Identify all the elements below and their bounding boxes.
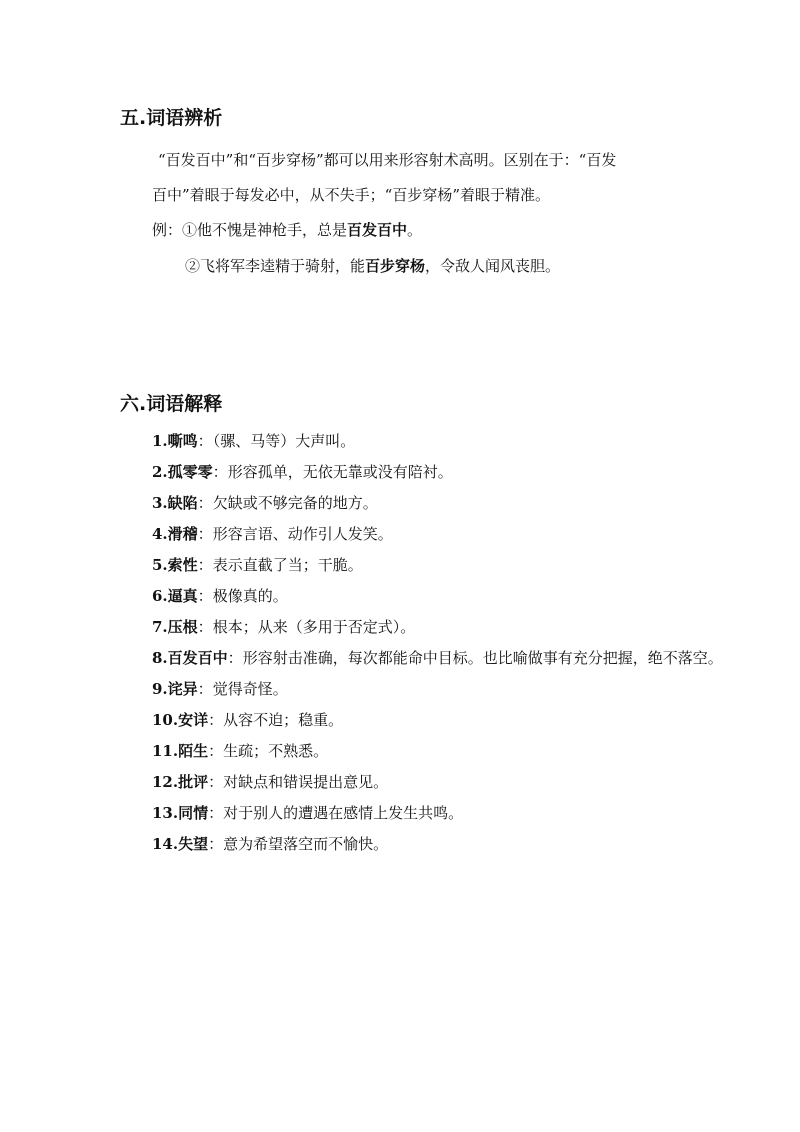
definition-text: 形容孤单，无依无靠或没有陪衬。 — [227, 463, 453, 481]
example-2-suffix: ，令敌人闻风丧胆。 — [425, 257, 561, 275]
definition-item — [152, 431, 723, 462]
definition-text: 根本；从来（多用于否定式）。 — [212, 618, 416, 636]
definition-text: 形容射击准确，每次都能命中目标。也比喻做事有充分把握，绝不落空。 — [242, 649, 723, 667]
definition-term: 12.批评 — [152, 773, 209, 791]
example-1-suffix: 。 — [407, 221, 423, 239]
definition-term: 8.百发百中 — [152, 649, 228, 667]
definition-text: 表示直截了当；干脆。 — [212, 556, 363, 574]
definition-term: 11.陌生 — [152, 742, 209, 760]
definition-item — [152, 710, 723, 741]
definition-item — [152, 493, 723, 524]
definition-separator: ： — [197, 556, 213, 574]
definition-item — [152, 617, 723, 648]
definition-item — [152, 648, 723, 679]
example-1-prefix: 例：①他不愧是神枪手，总是 — [152, 221, 348, 239]
example-2-prefix: ②飞将军李逵精于骑射，能 — [185, 257, 366, 275]
definition-separator: ： — [208, 773, 224, 791]
definition-text: 对缺点和错误提出意见。 — [223, 773, 389, 791]
definition-term: 6.逼真 — [152, 587, 198, 605]
definition-separator: ： — [208, 835, 224, 853]
definition-separator: ： — [197, 680, 213, 698]
section-6-title: 六.词语解释 — [120, 393, 223, 415]
section-5-example-2 — [185, 256, 560, 276]
example-1-bold-term: 百发百中 — [347, 221, 408, 239]
definition-separator: ： — [197, 525, 213, 543]
definition-text: 欠缺或不够完备的地方。 — [212, 494, 378, 512]
definition-text: 极像真的。 — [212, 587, 288, 605]
definition-text: 对于别人的遭遇在感情上发生共鸣。 — [223, 804, 464, 822]
definition-text: （骡、马等）大声叫。 — [212, 432, 356, 450]
definition-separator: ： — [197, 587, 213, 605]
definition-text: 意为希望落空而不愉快。 — [223, 835, 389, 853]
definition-item — [152, 803, 723, 834]
section-5-title: 五.词语辨析 — [120, 107, 223, 129]
definition-item — [152, 772, 723, 803]
definition-term: 5.索性 — [152, 556, 198, 574]
section-5-paragraph-line-2: 百中”着眼于每发必中，从不失手；“百步穿杨”着眼于精准。 — [152, 186, 551, 204]
example-2-bold-term: 百步穿杨 — [365, 257, 426, 275]
definition-term: 2.孤零零 — [152, 463, 213, 481]
definition-item — [152, 586, 723, 617]
definition-text: 形容言语、动作引人发笑。 — [212, 525, 393, 543]
definition-term: 7.压根 — [152, 618, 198, 636]
definition-item — [152, 462, 723, 493]
definition-separator: ： — [208, 804, 224, 822]
section-5-paragraph-line-1: “百发百中”和“百步穿杨”都可以用来形容射术高明。区别在于：“百发 — [158, 151, 617, 169]
definition-term: 9.诧异 — [152, 680, 198, 698]
definition-list — [152, 431, 723, 865]
definition-term: 13.同情 — [152, 804, 209, 822]
definition-separator: ： — [227, 649, 243, 667]
definition-item — [152, 555, 723, 586]
definition-item — [152, 679, 723, 710]
definition-text: 觉得奇怪。 — [212, 680, 288, 698]
definition-term: 1.嘶鸣 — [152, 432, 198, 450]
section-5-example-1 — [152, 220, 422, 240]
definition-separator: ： — [197, 494, 213, 512]
definition-item — [152, 524, 723, 555]
definition-separator: ： — [208, 742, 224, 760]
definition-term: 14.失望 — [152, 835, 209, 853]
definition-term: 4.滑稽 — [152, 525, 198, 543]
definition-separator: ： — [212, 463, 228, 481]
definition-text: 生疏；不熟悉。 — [223, 742, 329, 760]
definition-separator: ： — [197, 618, 213, 636]
definition-item — [152, 834, 723, 865]
definition-text: 从容不迫；稳重。 — [223, 711, 344, 729]
definition-item — [152, 741, 723, 772]
definition-term: 10.安详 — [152, 711, 209, 729]
definition-term: 3.缺陷 — [152, 494, 198, 512]
definition-separator: ： — [208, 711, 224, 729]
definition-separator: ： — [197, 432, 213, 450]
